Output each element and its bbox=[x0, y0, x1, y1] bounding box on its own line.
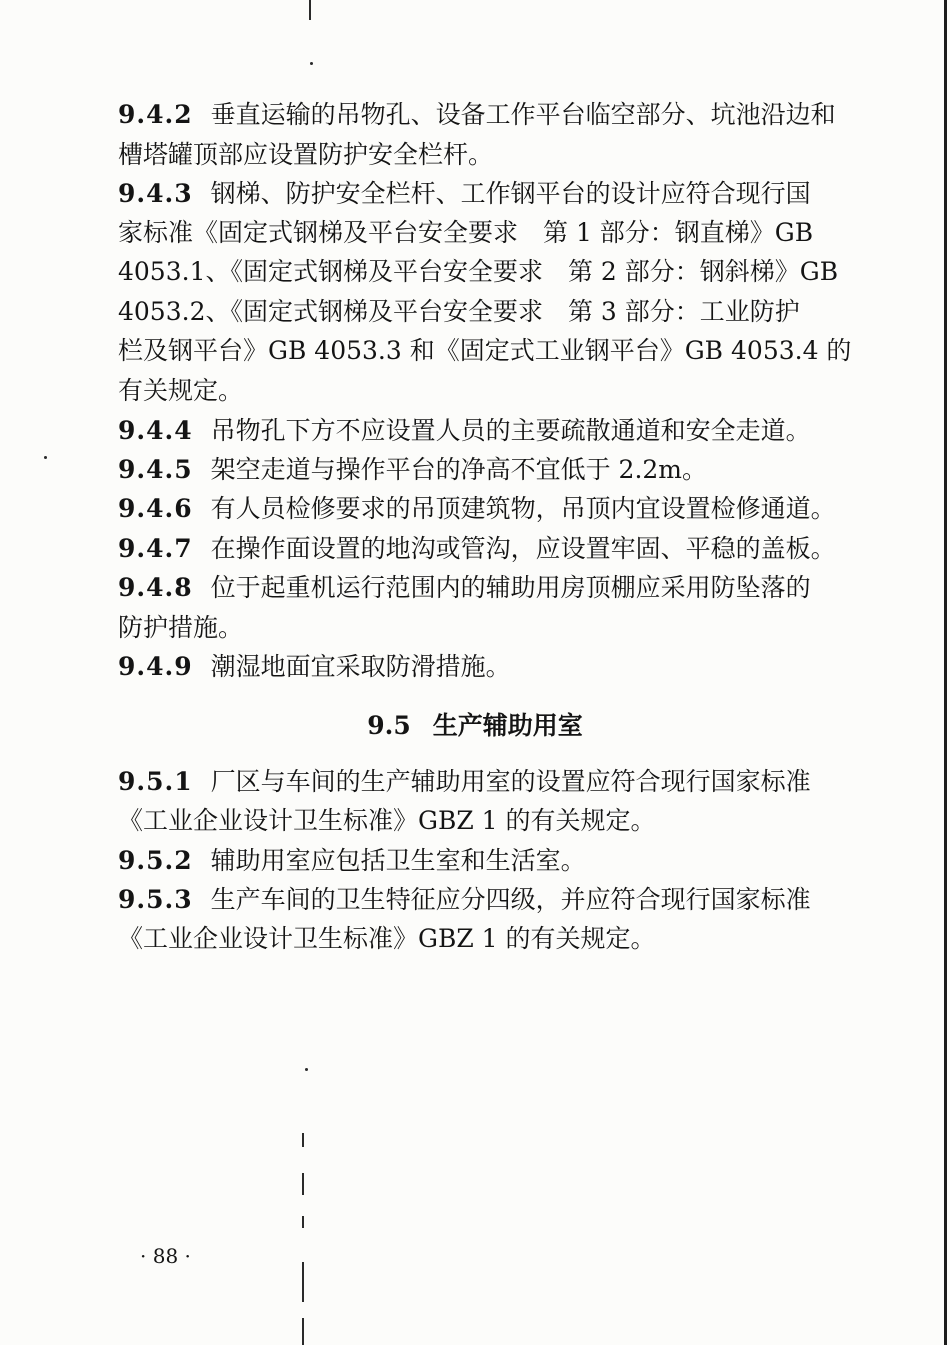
section-heading-9-5 bbox=[0, 711, 950, 741]
clause-number: 9.4.3 bbox=[118, 179, 193, 208]
clause-text: 架空走道与操作平台的净高不宜低于 2.2m。 bbox=[210, 455, 708, 484]
scan-speck bbox=[310, 62, 313, 65]
clause-text: 辅助用室应包括卫生室和生活室。 bbox=[210, 846, 586, 875]
clause-9-4-5 bbox=[118, 455, 707, 485]
clause-9-4-3-line-3: 4053.1、《固定式钢梯及平台安全要求 第 2 部分：钢斜梯》GB bbox=[118, 257, 839, 286]
clause-number: 9.4.8 bbox=[118, 573, 193, 602]
fold-mark bbox=[302, 1318, 304, 1345]
clause-number: 9.4.2 bbox=[118, 100, 193, 129]
clause-text: 钢梯、防护安全栏杆、工作钢平台的设计应符合现行国 bbox=[210, 179, 811, 208]
clause-number: 9.5.1 bbox=[118, 767, 193, 796]
clause-number: 9.4.5 bbox=[118, 455, 193, 484]
clause-9-4-2-line-1 bbox=[118, 100, 836, 130]
fold-mark bbox=[302, 1173, 304, 1195]
fold-mark bbox=[302, 1133, 304, 1147]
clause-9-4-3-line-6: 有关规定。 bbox=[118, 376, 244, 405]
clause-9-4-9 bbox=[118, 652, 511, 682]
clause-9-5-3-line-2: 《工业企业设计卫生标准》GBZ 1 的有关规定。 bbox=[118, 924, 656, 953]
clause-number: 9.5.2 bbox=[118, 846, 193, 875]
clause-9-4-7 bbox=[118, 534, 836, 564]
clause-9-4-3-line-4: 4053.2、《固定式钢梯及平台安全要求 第 3 部分：工业防护 bbox=[118, 297, 800, 326]
clause-9-4-8-line-2: 防护措施。 bbox=[118, 613, 244, 642]
fold-mark bbox=[309, 0, 311, 20]
fold-mark bbox=[302, 1216, 304, 1228]
clause-number: 9.5.3 bbox=[118, 885, 193, 914]
section-title: 生产辅助用室 bbox=[432, 711, 583, 740]
clause-9-5-3-line-1 bbox=[118, 885, 811, 915]
clause-9-5-2 bbox=[118, 846, 586, 876]
clause-text: 厂区与车间的生产辅助用室的设置应符合现行国家标准 bbox=[210, 767, 811, 796]
scan-speck bbox=[305, 1068, 308, 1071]
section-number: 9.5 bbox=[367, 711, 411, 740]
clause-9-4-3-line-2: 家标准《固定式钢梯及平台安全要求 第 1 部分：钢直梯》GB bbox=[118, 218, 814, 247]
clause-9-4-6 bbox=[118, 494, 836, 524]
clause-9-4-2-line-2: 槽塔罐顶部应设置防护安全栏杆。 bbox=[118, 140, 494, 169]
clause-9-4-3-line-1 bbox=[118, 179, 811, 209]
clause-text: 在操作面设置的地沟或管沟，应设置牢固、平稳的盖板。 bbox=[210, 534, 836, 563]
page-edge bbox=[944, 0, 947, 1345]
clause-text: 位于起重机运行范围内的辅助用房顶棚应采用防坠落的 bbox=[210, 573, 811, 602]
clause-9-4-3-line-5: 栏及钢平台》GB 4053.3 和《固定式工业钢平台》GB 4053.4 的 bbox=[118, 336, 852, 365]
page-number: · 88 · bbox=[140, 1244, 191, 1268]
clause-number: 9.4.7 bbox=[118, 534, 193, 563]
clause-text: 垂直运输的吊物孔、设备工作平台临空部分、坑池沿边和 bbox=[210, 100, 836, 129]
clause-9-5-1-line-1 bbox=[118, 767, 811, 797]
clause-text: 生产车间的卫生特征应分四级，并应符合现行国家标准 bbox=[210, 885, 811, 914]
fold-mark bbox=[302, 1262, 304, 1302]
scan-speck bbox=[44, 456, 47, 459]
clause-9-5-1-line-2: 《工业企业设计卫生标准》GBZ 1 的有关规定。 bbox=[118, 806, 656, 835]
clause-9-4-8-line-1 bbox=[118, 573, 811, 603]
clause-text: 有人员检修要求的吊顶建筑物，吊顶内宜设置检修通道。 bbox=[210, 494, 836, 523]
clause-text: 潮湿地面宜采取防滑措施。 bbox=[210, 652, 511, 681]
clause-number: 9.4.6 bbox=[118, 494, 193, 523]
clause-number: 9.4.9 bbox=[118, 652, 193, 681]
clause-9-4-4 bbox=[118, 416, 811, 446]
clause-text: 吊物孔下方不应设置人员的主要疏散通道和安全走道。 bbox=[210, 416, 811, 445]
clause-number: 9.4.4 bbox=[118, 416, 193, 445]
